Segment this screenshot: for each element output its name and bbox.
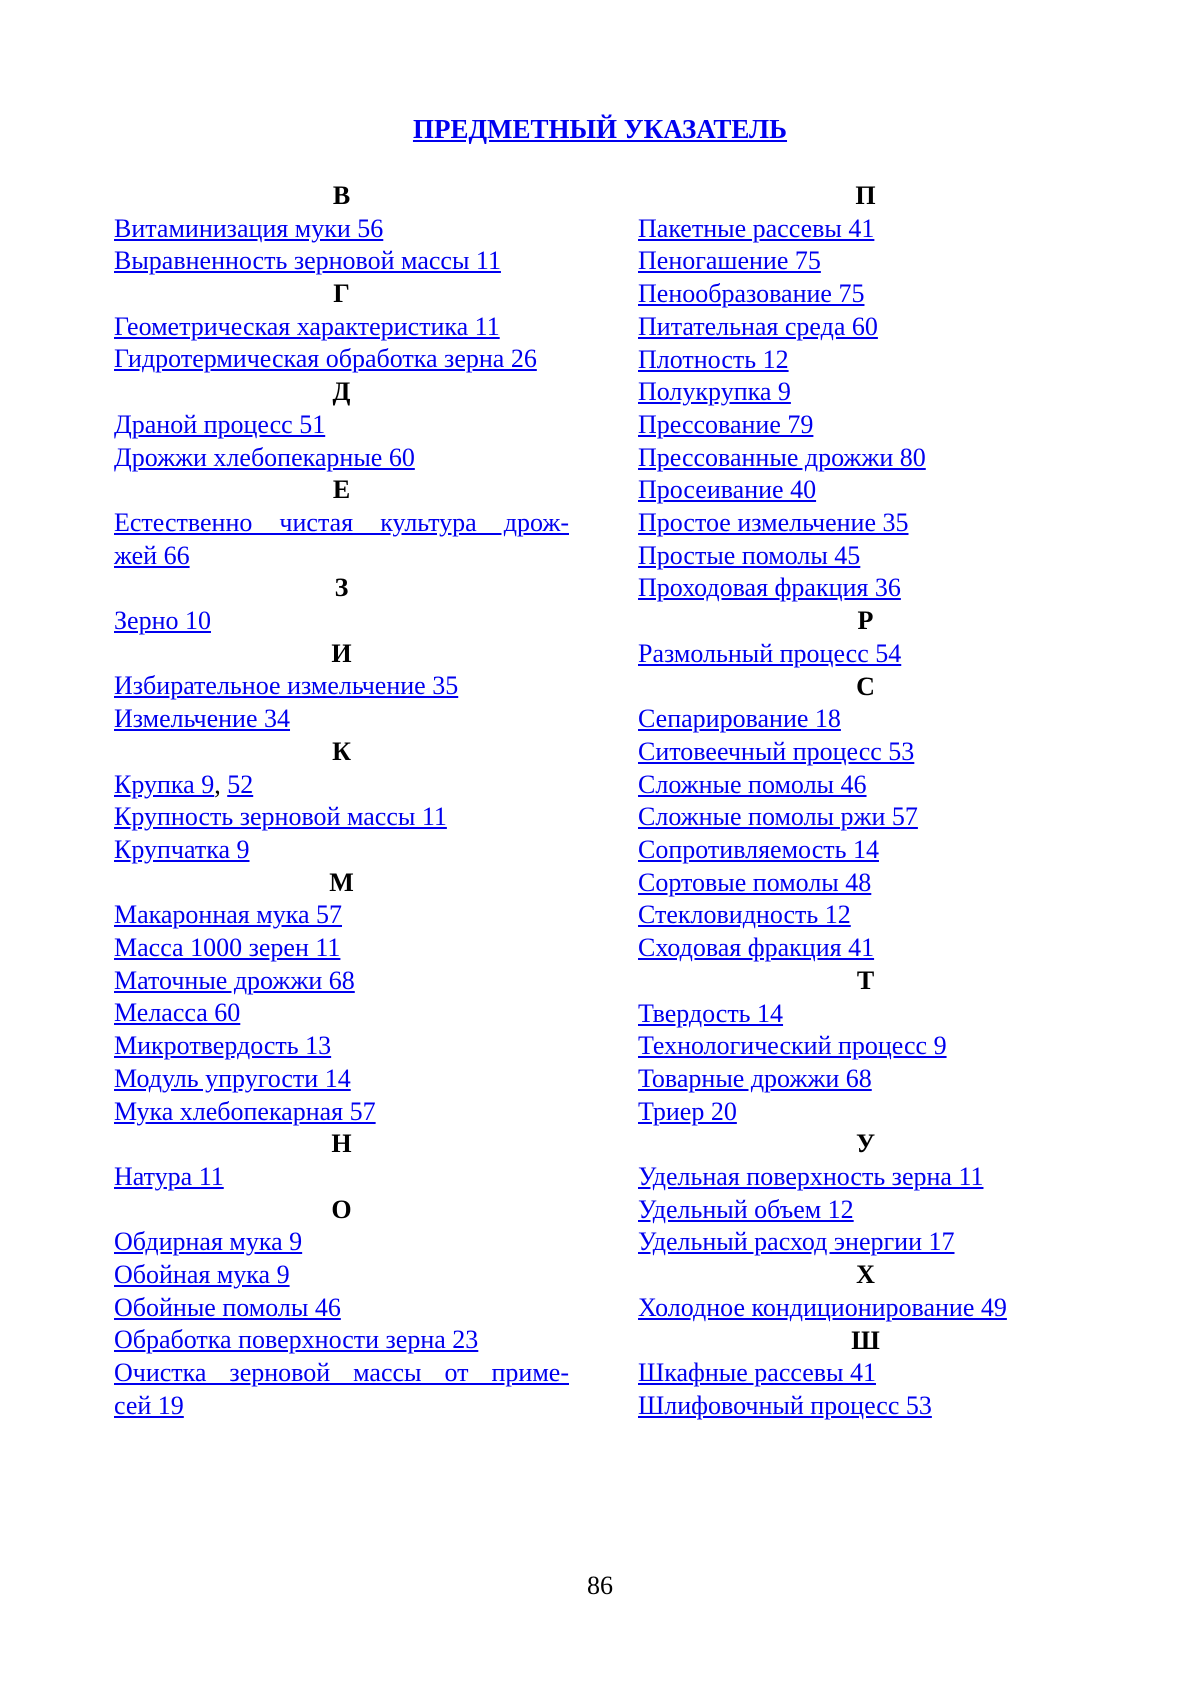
index-entry-link-line-1[interactable]: Естественно чистая культура дрож- — [114, 507, 569, 537]
index-entry-link[interactable]: Геометрическая характеристика 11 — [114, 311, 500, 341]
index-letter-heading: И — [331, 638, 352, 668]
index-entry-link[interactable]: Полукрупка 9 — [638, 377, 791, 407]
index-entry-link[interactable]: Удельный объем 12 — [638, 1194, 854, 1224]
index-entry-link[interactable]: Проходовая фракция 36 — [638, 573, 901, 603]
index-entry-link[interactable]: Простое измельчение 35 — [638, 508, 909, 538]
index-letter-heading: Д — [332, 377, 351, 407]
index-entry — [638, 834, 1093, 867]
index-entry — [114, 1030, 569, 1063]
index-entry — [114, 1259, 569, 1292]
index-entry-link[interactable]: Удельный расход энергии 17 — [638, 1227, 955, 1257]
index-entry — [638, 474, 1093, 507]
index-entry-link[interactable]: Выравненность зерновой массы 11 — [114, 246, 501, 276]
index-entry-link[interactable]: Шлифовочный процесс 53 — [638, 1390, 932, 1420]
index-entry-link[interactable]: Удельная поверхность зерна 11 — [638, 1162, 984, 1192]
index-entry-link[interactable]: Витаминизация муки 56 — [114, 213, 384, 243]
index-entry — [114, 899, 569, 932]
index-entry-link[interactable]: Крупность зерновой массы 11 — [114, 802, 447, 832]
index-letter-heading: К — [332, 736, 351, 766]
index-entry — [638, 507, 1093, 540]
index-entry-link[interactable]: Просеивание 40 — [638, 475, 817, 505]
index-entry-link[interactable]: Маточные дрожжи 68 — [114, 965, 355, 995]
index-entry — [638, 311, 1093, 344]
index-entry-link[interactable]: Измельчение 34 — [114, 704, 291, 734]
index-entry — [114, 213, 569, 246]
index-entry-link[interactable]: Прессованные дрожжи 80 — [638, 442, 926, 472]
index-entry — [114, 997, 569, 1030]
index-entry-link[interactable]: Гидротермическая обработка зерна 26 — [114, 344, 537, 374]
index-entry — [638, 1357, 1093, 1390]
index-entry — [638, 1063, 1093, 1096]
index-entry-link-line-1[interactable]: Очистка зерновой массы от приме- — [114, 1358, 569, 1388]
index-entry-link[interactable]: Сложные помолы ржи 57 — [638, 802, 918, 832]
index-entry — [638, 213, 1093, 246]
index-letter-heading: З — [334, 573, 349, 603]
index-entry — [638, 703, 1093, 736]
index-entry — [638, 769, 1093, 802]
index-letter-heading: Х — [856, 1260, 875, 1290]
index-entry — [638, 1161, 1093, 1194]
index-letter-heading: Р — [857, 606, 874, 636]
index-entry-link[interactable]: 52 — [227, 769, 254, 799]
index-entry-link[interactable]: Сепарирование 18 — [638, 704, 841, 734]
index-entry — [114, 834, 569, 867]
index-entry — [638, 998, 1093, 1031]
index-entry-link[interactable]: Холодное кондиционирование 49 — [638, 1292, 1007, 1322]
index-entry — [114, 670, 569, 703]
index-entry-link[interactable]: Товарные дрожжи 68 — [638, 1063, 872, 1093]
index-entry-link[interactable]: Плотность 12 — [638, 344, 789, 374]
index-entry-link[interactable]: Драной процесс 51 — [114, 409, 326, 439]
index-entry — [638, 899, 1093, 932]
index-entry-link[interactable]: Прессование 79 — [638, 409, 814, 439]
index-entry-link[interactable]: Обойная мука 9 — [114, 1260, 290, 1290]
index-entry-link[interactable]: Масса 1000 зерен 11 — [114, 933, 341, 963]
index-entry — [638, 736, 1093, 769]
index-entry-link[interactable]: Обработка поверхности зерна 23 — [114, 1325, 479, 1355]
index-entry-link[interactable]: Пакетные рассевы 41 — [638, 213, 875, 243]
index-entry — [114, 703, 569, 736]
index-entry-link[interactable]: Шкафные рассевы 41 — [638, 1358, 876, 1388]
page-number: 86 — [587, 1571, 613, 1600]
index-entry-естественно-чистая-культура-дрожжей-66[interactable] — [114, 507, 569, 572]
index-entry — [638, 1390, 1093, 1423]
index-entry — [114, 442, 569, 475]
index-entry — [638, 376, 1093, 409]
index-entry — [638, 932, 1093, 965]
index-entry — [638, 409, 1093, 442]
index-entry — [638, 1194, 1093, 1227]
index-letter-heading: М — [329, 867, 354, 897]
index-entry — [638, 278, 1093, 311]
index-entry — [638, 1292, 1093, 1325]
index-letter-heading: В — [332, 181, 351, 210]
index-entry — [638, 572, 1093, 605]
index-entry — [114, 1096, 569, 1129]
index-entry — [114, 1063, 569, 1096]
index-entry — [114, 801, 569, 834]
index-entry-link[interactable]: Крупка 9 — [114, 769, 215, 799]
index-entry-link[interactable]: Обдирная мука 9 — [114, 1227, 303, 1257]
index-letter-heading: П — [855, 181, 876, 210]
index-entry-link[interactable]: Технологический процесс 9 — [638, 1031, 947, 1061]
index-entry-link[interactable]: Пенообразование 75 — [638, 279, 865, 309]
index-entry — [114, 1161, 569, 1194]
index-entry-очистка-зерновой-массы-от-примесей-19[interactable] — [114, 1357, 569, 1422]
index-entry — [638, 867, 1093, 900]
index-entry-link[interactable]: Избирательное измельчение 35 — [114, 671, 459, 701]
index-entry — [638, 638, 1093, 671]
index-entry — [638, 540, 1093, 573]
index-entry-link[interactable]: Обойные помолы 46 — [114, 1292, 341, 1322]
index-entry — [638, 245, 1093, 278]
index-letter-heading: Г — [333, 279, 350, 309]
index-entry-link[interactable]: Натура 11 — [114, 1161, 224, 1191]
index-entry-link[interactable]: Сопротивляемость 14 — [638, 835, 879, 865]
index-letter-heading: У — [855, 1129, 876, 1159]
index-entry-link[interactable]: Триер 20 — [638, 1096, 737, 1126]
index-entry — [114, 311, 569, 344]
index-entry — [638, 442, 1093, 475]
index-entry — [638, 1030, 1093, 1063]
index-entry — [114, 409, 569, 442]
index-entry-link[interactable]: Макаронная мука 57 — [114, 900, 342, 930]
index-entry — [638, 1096, 1093, 1129]
index-entry-link-line-2[interactable]: жей 66 — [114, 540, 190, 570]
index-entry — [114, 1324, 569, 1357]
index-entry — [638, 801, 1093, 834]
index-entry-line-2 — [114, 1390, 569, 1423]
index-letter-heading: Е — [332, 475, 351, 505]
index-entry-link[interactable]: Микротвердость 13 — [114, 1031, 332, 1061]
index-entry-link[interactable]: Стекловидность 12 — [638, 900, 851, 930]
index-entry-separator: , — [214, 769, 228, 799]
index-column-right — [638, 180, 1093, 1423]
index-entry-line-2 — [114, 540, 569, 573]
index-entry-link[interactable]: Твердость 14 — [638, 998, 784, 1028]
index-letter-heading: Ш — [851, 1325, 880, 1355]
index-entry-link[interactable]: Меласса 60 — [114, 998, 241, 1028]
index-letter-heading: С — [856, 671, 875, 701]
index-entry-link[interactable]: Сходовая фракция 41 — [638, 933, 875, 963]
index-entry-link[interactable]: Зерно 10 — [114, 606, 211, 636]
index-entry — [114, 965, 569, 998]
index-entry — [114, 932, 569, 965]
index-entry-link[interactable]: Питательная среда 60 — [638, 311, 878, 341]
index-letter-heading: О — [331, 1194, 352, 1224]
index-entry — [114, 1292, 569, 1325]
index-entry — [638, 344, 1093, 377]
index-entry-link[interactable]: Дрожжи хлебопекарные 60 — [114, 442, 415, 472]
index-entry-link-line-2[interactable]: сей 19 — [114, 1390, 184, 1420]
index-letter-heading: Н — [331, 1129, 352, 1159]
index-entry-link[interactable]: Размольный процесс 54 — [638, 638, 902, 668]
index-entry — [114, 769, 569, 802]
index-entry-link[interactable]: Модуль упругости 14 — [114, 1063, 351, 1093]
index-column-left — [114, 180, 569, 1423]
index-entry — [638, 1226, 1093, 1259]
index-letter-heading: Т — [856, 965, 875, 995]
index-entry — [114, 343, 569, 376]
index-entry — [114, 605, 569, 638]
index-entry-link[interactable]: Ситовеечный процесс 53 — [638, 736, 915, 766]
index-title-link[interactable]: ПРЕДМЕТНЫЙ УКАЗАТЕЛЬ — [412, 114, 788, 144]
index-entry-link[interactable]: Крупчатка 9 — [114, 834, 250, 864]
index-entry — [114, 1226, 569, 1259]
index-entry — [114, 245, 569, 278]
index-entry-link[interactable]: Мука хлебопекарная 57 — [114, 1096, 376, 1126]
index-entry-link[interactable]: Пеногашение 75 — [638, 246, 821, 276]
index-entry-link[interactable]: Сложные помолы 46 — [638, 769, 867, 799]
index-entry-link[interactable]: Сортовые помолы 48 — [638, 867, 872, 897]
page-title — [0, 112, 1200, 146]
index-entry-link[interactable]: Простые помолы 45 — [638, 540, 861, 570]
